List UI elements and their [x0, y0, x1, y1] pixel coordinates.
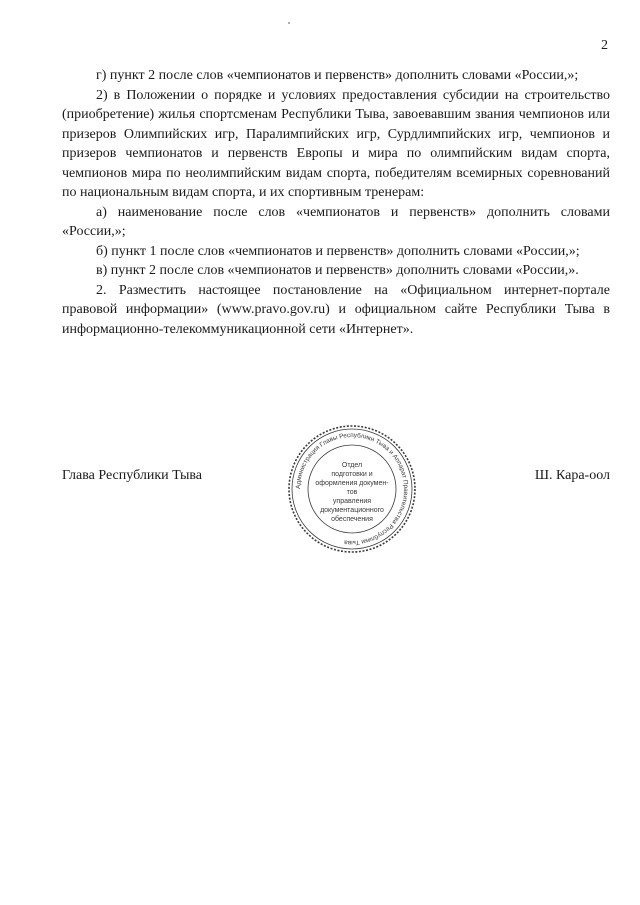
scan-speck: [288, 22, 290, 24]
seal-line: обеспечения: [331, 516, 373, 523]
paragraph-b: б) пункт 1 после слов «чемпионатов и первенств» дополнить словами «России,»;: [96, 243, 580, 259]
paragraph-a: а) наименование после слов «чемпионатов и первенств» дополнить словами «России,»;: [62, 204, 610, 239]
seal-line: оформления документов: [315, 480, 389, 496]
seal-ring-text: Администрация Главы Республики Тыва и Аппарат Правительства Республики Тыва: [294, 431, 410, 547]
paragraph-publish: 2. Разместить настоящее постановление на «Официальном интернет-портале правовой информации» (www.pravo.gov.ru) и официальном сайте Республики Тыва в информационно-телекоммуникационной сети «Интернет».: [62, 282, 610, 337]
signatory-position: Глава Республики Тыва: [62, 468, 203, 483]
paragraph-g: г) пункт 2 после слов «чемпионатов и первенств» дополнить словами «России,»;: [96, 68, 579, 83]
paragraph-v: в) пункт 2 после слов «чемпионатов и первенств» дополнить словами «России,».: [96, 263, 579, 278]
paragraph-2: 2) в Положении о порядке и условиях предоставления субсидии на строительство (приобретение) жилья спортсменам Республики Тыва, завоевавшим звания чемпионов или призеров Олимпийских игр, Паралимпийских игр, Сурдлимпийских игр, чемпионов и призеров чемпионатов и первенств Европы и мира по олимпийским видам спорта, чемпионов мира по неолимпийским видам спорта, победителям всемирных соревнований по национальным видам спорта, и их спортивным тренерам:: [62, 87, 610, 200]
official-seal: [286, 423, 418, 555]
seal-line: подготовки и: [331, 471, 373, 478]
signatory-name: Ш. Кара-оол: [534, 468, 610, 483]
seal-line: управления: [332, 498, 372, 505]
seal-line: документационного: [320, 507, 384, 514]
seal-line: Отдел: [341, 462, 363, 469]
page-number: 2: [601, 38, 608, 53]
seal-center-text: [312, 461, 392, 524]
document-body: [62, 66, 610, 339]
